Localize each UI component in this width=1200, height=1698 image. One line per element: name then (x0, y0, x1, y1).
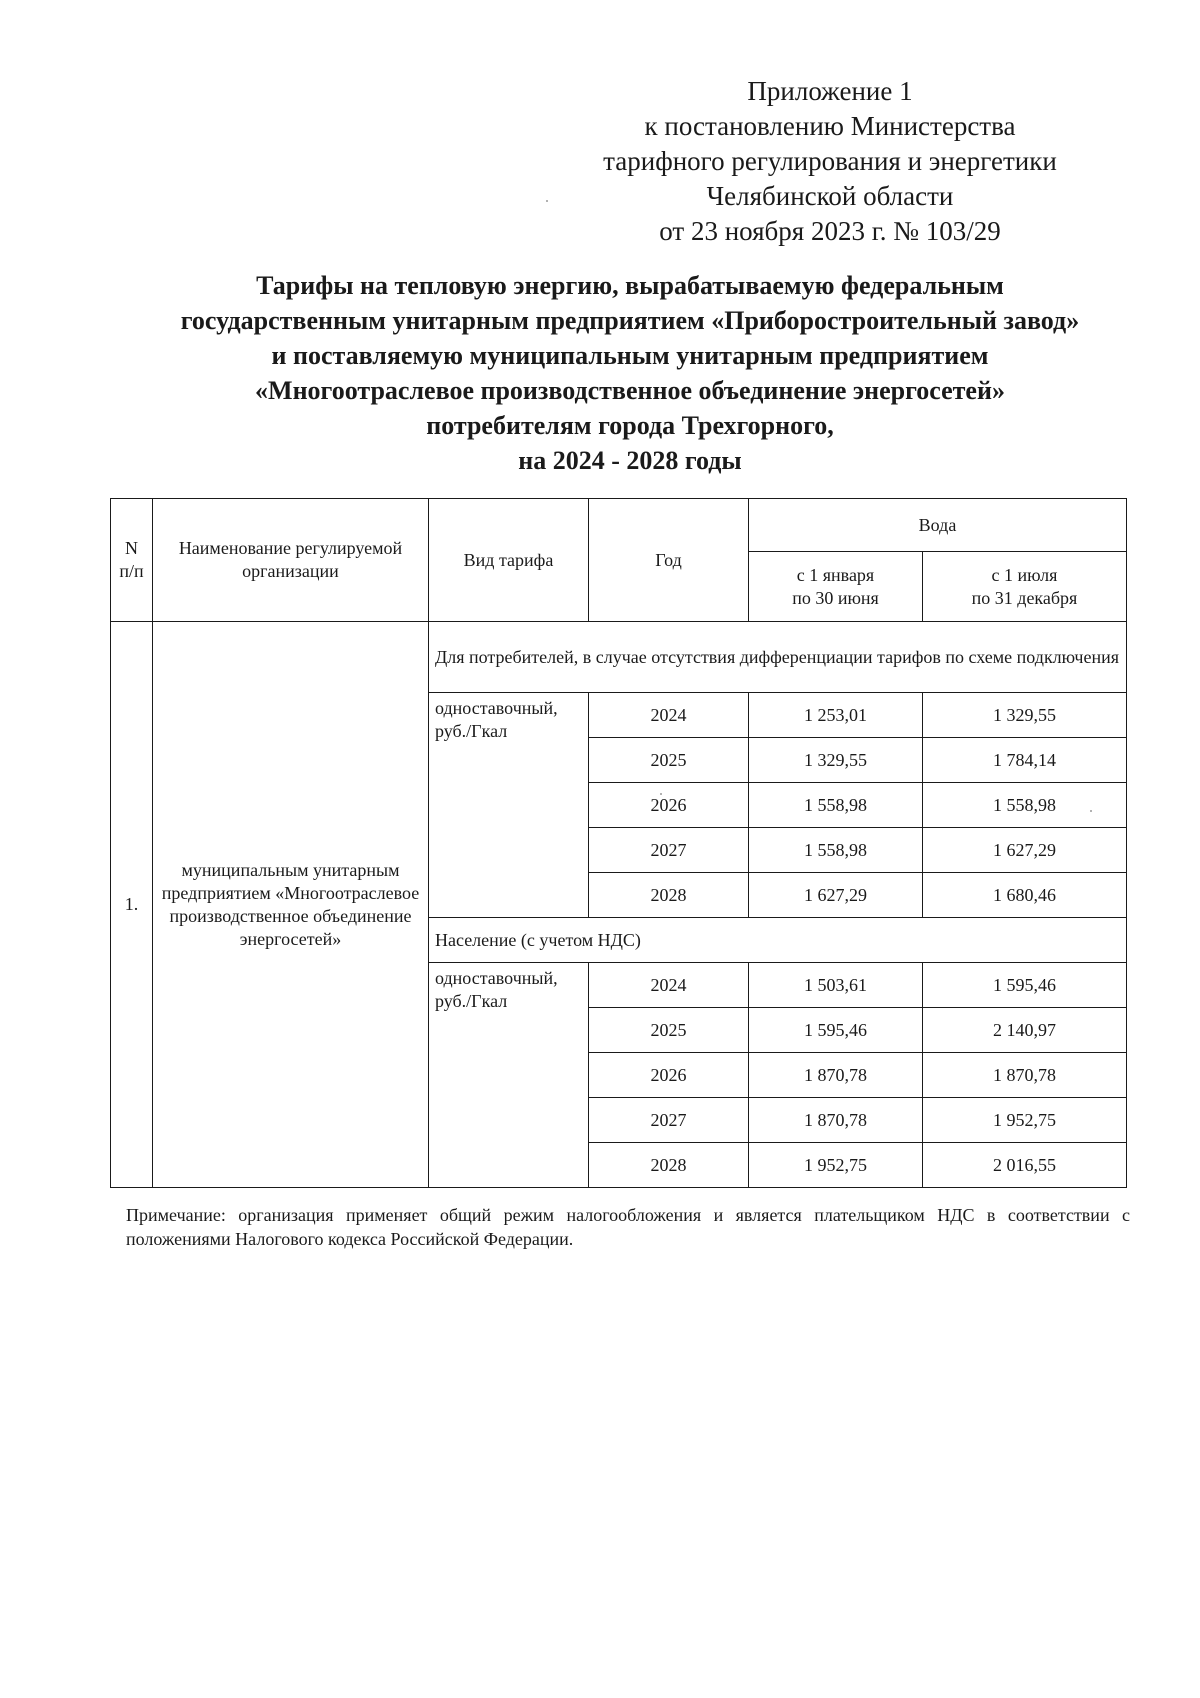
tariff-value-h2: 1 627,29 (923, 828, 1127, 873)
appendix-line: Челябинской области (706, 181, 954, 211)
tariff-type-cell: одноставочный, руб./Гкал (429, 963, 589, 1188)
tariff-value-h1: 1 870,78 (749, 1098, 923, 1143)
tariff-value-h2: 1 329,55 (923, 693, 1127, 738)
group-label-general: Для потребителей, в случае отсутствия дифференциации тарифов по схеме подключения (429, 622, 1127, 693)
tariff-value-h1: 1 329,55 (749, 738, 923, 783)
appendix-line: к постановлению Министерства (644, 111, 1016, 141)
year-cell: 2026 (589, 783, 749, 828)
header-year: Год (589, 499, 749, 622)
year-cell: 2028 (589, 873, 749, 918)
period1-line2: по 30 июня (792, 587, 879, 608)
period2-line1: с 1 июля (991, 564, 1058, 585)
year-cell: 2025 (589, 1008, 749, 1053)
title-line: государственным унитарным предприятием «Приборостроительный завод» (180, 306, 1080, 335)
tariff-value-h1: 1 952,75 (749, 1143, 923, 1188)
year-cell: 2025 (589, 738, 749, 783)
header-period-first-half (749, 552, 923, 622)
appendix-line: от 23 ноября 2023 г. № 103/29 (659, 216, 1001, 246)
row-number: 1. (111, 622, 153, 1188)
title-line: потребителям города Трехгорного, (426, 411, 834, 440)
scan-speck (1090, 810, 1092, 812)
tariff-table-wrapper (110, 498, 1127, 1188)
appendix-line: тарифного регулирования и энергетики (603, 146, 1057, 176)
tariff-value-h2: 1 952,75 (923, 1098, 1127, 1143)
year-cell: 2024 (589, 693, 749, 738)
tariff-value-h1: 1 558,98 (749, 828, 923, 873)
period1-line1: с 1 января (796, 564, 875, 585)
appendix-header (560, 74, 1100, 249)
scan-speck (660, 793, 662, 795)
tariff-value-h2: 1 680,46 (923, 873, 1127, 918)
tariff-value-h1: 1 595,46 (749, 1008, 923, 1053)
tariff-table (110, 498, 1127, 1188)
tariff-type-cell: одноставочный, руб./Гкал (429, 693, 589, 918)
tariff-value-h2: 1 784,14 (923, 738, 1127, 783)
organization-name: муниципальным унитарным предприятием «Многоотраслевое производственное объединение энергосетей» (153, 622, 429, 1188)
header-water: Вода (749, 499, 1127, 552)
tariff-value-h2: 1 870,78 (923, 1053, 1127, 1098)
appendix-line: Приложение 1 (747, 76, 913, 106)
header-organization: Наименование регулируемой организации (153, 499, 429, 622)
title-line: Тарифы на тепловую энергию, вырабатываемую федеральным (256, 271, 1004, 300)
title-line: «Многоотраслевое производственное объединение энергосетей» (255, 376, 1005, 405)
document-title (100, 268, 1160, 478)
year-cell: 2027 (589, 1098, 749, 1143)
year-cell: 2024 (589, 963, 749, 1008)
tariff-value-h1: 1 627,29 (749, 873, 923, 918)
tariff-value-h1: 1 558,98 (749, 783, 923, 828)
tariff-value-h2: 2 140,97 (923, 1008, 1127, 1053)
tariff-value-h1: 1 870,78 (749, 1053, 923, 1098)
period2-line2: по 31 декабря (971, 587, 1078, 608)
header-number (111, 499, 153, 622)
header-number-line2: п/п (119, 561, 144, 581)
year-cell: 2027 (589, 828, 749, 873)
scan-speck (546, 200, 548, 202)
tariff-value-h1: 1 503,61 (749, 963, 923, 1008)
tariff-value-h1: 1 253,01 (749, 693, 923, 738)
header-number-line1: N (125, 538, 138, 558)
tariff-value-h2: 1 558,98 (923, 783, 1127, 828)
header-tariff-type: Вид тарифа (429, 499, 589, 622)
tariff-value-h2: 2 016,55 (923, 1143, 1127, 1188)
year-cell: 2028 (589, 1143, 749, 1188)
tariff-value-h2: 1 595,46 (923, 963, 1127, 1008)
header-period-second-half (923, 552, 1127, 622)
title-line: на 2024 - 2028 годы (518, 446, 742, 475)
title-line: и поставляемую муниципальным унитарным предприятием (271, 341, 989, 370)
footnote: Примечание: организация применяет общий режим налогообложения и является плательщиком НДС в соответствии с положениями Налогового кодекса Российской Федерации. (126, 1205, 1130, 1249)
group-label-population: Население (с учетом НДС) (429, 918, 1127, 963)
year-cell: 2026 (589, 1053, 749, 1098)
